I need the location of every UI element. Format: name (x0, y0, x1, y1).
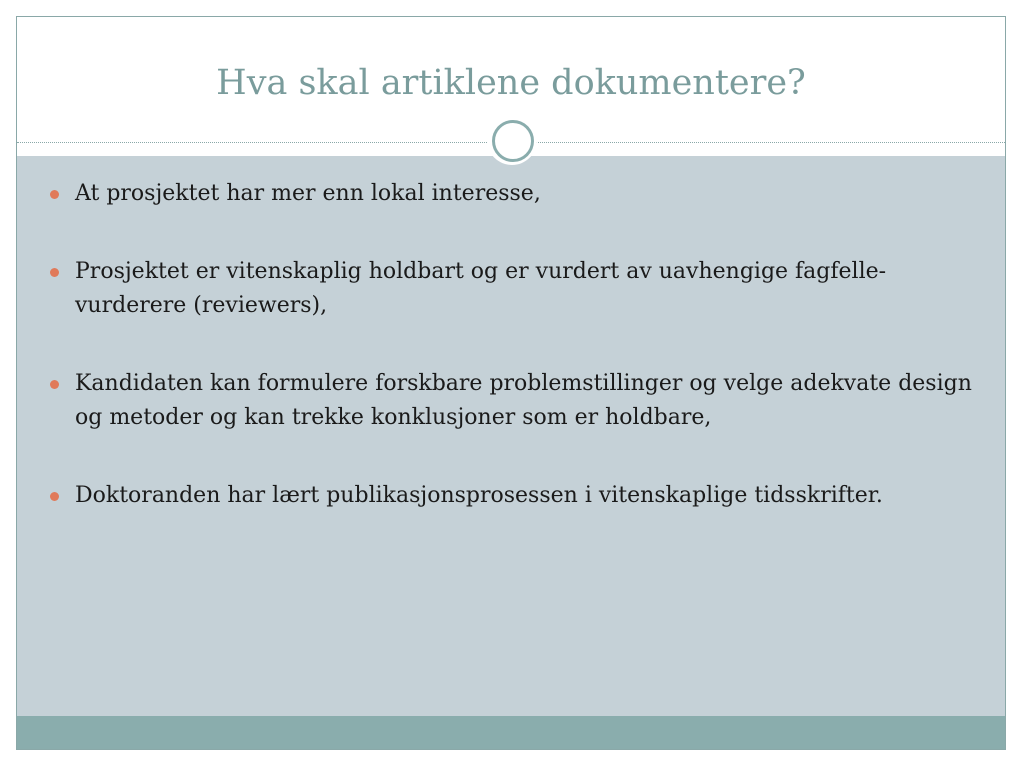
bullet-dot-icon (50, 492, 59, 501)
bullet-dot-icon (50, 190, 59, 199)
bullet-list (47, 177, 987, 557)
list-item (47, 177, 987, 211)
bullet-text: At prosjektet har mer enn lokal interesse, (75, 181, 541, 206)
bullet-dot-icon (50, 380, 59, 389)
footer-bar (17, 716, 1005, 750)
list-item (47, 479, 987, 513)
bullet-text: Prosjektet er vitenskaplig holdbart og er vurdert av uavhengige fagfelle-vurderere (reviewers), (75, 259, 887, 318)
bullet-text: Kandidaten kan formulere forskbare problemstillinger og velge adekvate design og metoder og kan trekke konklusjoner som er holdbare, (75, 371, 972, 430)
slide (16, 16, 1006, 750)
list-item (47, 367, 987, 435)
list-item (47, 255, 987, 323)
ring-icon (492, 120, 534, 162)
bullet-dot-icon (50, 268, 59, 277)
slide-title: Hva skal artiklene dokumentere? (216, 63, 806, 103)
circle-ornament-icon (487, 115, 537, 165)
bullet-text: Doktoranden har lært publikasjonsprosessen i vitenskaplige tidsskrifter. (75, 483, 883, 508)
